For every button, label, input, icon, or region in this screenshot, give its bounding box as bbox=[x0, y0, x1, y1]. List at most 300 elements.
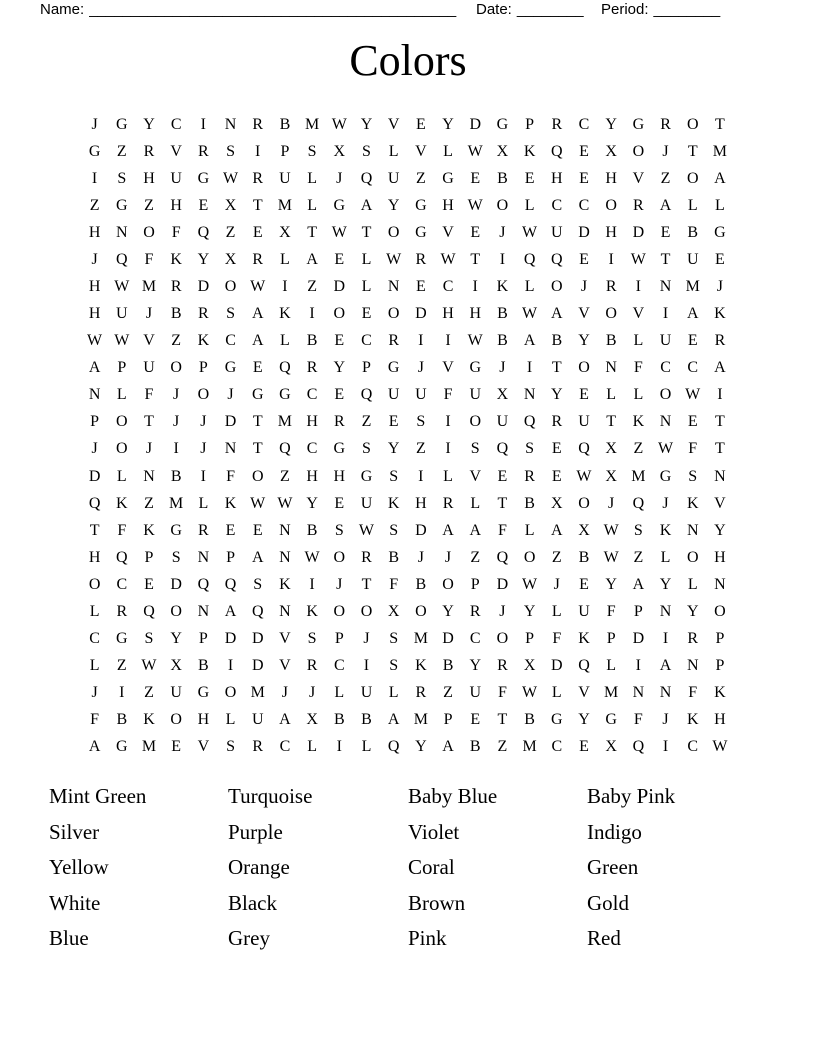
grid-letter: F bbox=[144, 250, 154, 268]
grid-letter: S bbox=[334, 521, 344, 539]
grid-letter: W bbox=[331, 115, 347, 133]
grid-letter: L bbox=[633, 386, 644, 404]
grid-letter: T bbox=[497, 711, 508, 729]
grid-letter: X bbox=[224, 250, 237, 268]
grid-letter: C bbox=[116, 575, 128, 593]
grid-letter: B bbox=[497, 169, 508, 187]
grid-letter: A bbox=[360, 196, 373, 214]
grid-letter: J bbox=[499, 602, 506, 620]
grid-letter: L bbox=[687, 575, 698, 593]
grid-letter: N bbox=[714, 575, 726, 593]
grid-letter: I bbox=[363, 657, 370, 675]
grid-letter: P bbox=[334, 630, 344, 648]
grid-letter: T bbox=[497, 494, 508, 512]
grid-letter: A bbox=[551, 305, 563, 323]
grid-letter: A bbox=[714, 169, 726, 187]
grid-letter: Q bbox=[197, 223, 210, 241]
grid-letter: G bbox=[360, 467, 373, 485]
grid-letter: P bbox=[90, 413, 100, 431]
grid-letter: L bbox=[524, 278, 535, 295]
grid-letter: V bbox=[279, 630, 291, 648]
grid-letter: C bbox=[170, 115, 182, 133]
grid-letter: W bbox=[712, 738, 728, 756]
grid-letter: L bbox=[225, 711, 236, 729]
grid-letter: U bbox=[143, 359, 155, 377]
grid-letter: J bbox=[227, 386, 234, 404]
grid-letter: Y bbox=[659, 575, 672, 593]
period-blank-line: ________ bbox=[653, 1, 721, 18]
grid-letter: E bbox=[198, 196, 209, 214]
grid-letter: R bbox=[497, 657, 508, 675]
grid-letter: I bbox=[336, 738, 342, 756]
grid-letter: P bbox=[117, 359, 127, 377]
grid-letter: L bbox=[307, 738, 317, 756]
grid-letter: F bbox=[389, 575, 399, 593]
grid-letter: P bbox=[280, 142, 290, 160]
grid-letter: E bbox=[361, 305, 372, 323]
grid-letter: T bbox=[687, 142, 698, 160]
grid-letter: Q bbox=[632, 494, 645, 512]
grid-letter: Y bbox=[551, 386, 563, 404]
grid-letter: H bbox=[442, 305, 454, 323]
grid-letter: K bbox=[116, 494, 128, 512]
grid-letter: U bbox=[360, 494, 373, 512]
grid-letter: L bbox=[551, 602, 562, 620]
grid-letter: O bbox=[632, 142, 645, 160]
grid-letter: I bbox=[635, 657, 641, 675]
grid-letter: D bbox=[333, 278, 346, 295]
grid-letter: F bbox=[226, 467, 235, 485]
grid-letter: Z bbox=[144, 494, 154, 512]
grid-letter: G bbox=[116, 196, 128, 214]
grid-letter: F bbox=[633, 359, 643, 377]
grid-letter: D bbox=[496, 575, 509, 593]
grid-letter: N bbox=[279, 521, 291, 539]
grid-letter: G bbox=[632, 115, 645, 133]
grid-letter: L bbox=[687, 196, 698, 214]
grid-letter: O bbox=[496, 630, 509, 648]
grid-letter: H bbox=[197, 711, 210, 729]
grid-letter: N bbox=[224, 115, 237, 133]
grid-letter: C bbox=[361, 332, 372, 350]
grid-letter: F bbox=[688, 684, 698, 702]
word-list-item: Indigo bbox=[587, 819, 642, 844]
word-list-item: Turquoise bbox=[228, 784, 313, 808]
grid-letter: H bbox=[714, 711, 726, 729]
grid-letter: P bbox=[715, 657, 725, 675]
grid-letter: J bbox=[363, 630, 370, 648]
grid-letter: K bbox=[632, 413, 645, 431]
grid-letter: E bbox=[252, 359, 263, 377]
grid-letter: Y bbox=[170, 630, 182, 648]
grid-letter: Q bbox=[279, 359, 291, 377]
grid-letter: Y bbox=[197, 250, 210, 268]
grid-letter: Y bbox=[523, 602, 536, 620]
grid-letter: V bbox=[578, 305, 590, 323]
grid-letter: K bbox=[415, 657, 427, 675]
grid-letter: B bbox=[524, 711, 535, 729]
grid-letter: S bbox=[389, 521, 399, 539]
grid-letter: H bbox=[88, 223, 101, 241]
grid-letter: J bbox=[145, 305, 153, 323]
word-list-column-4 bbox=[587, 779, 675, 957]
grid-letter: I bbox=[662, 738, 669, 756]
grid-letter: R bbox=[306, 657, 318, 675]
grid-letter: H bbox=[605, 169, 617, 187]
grid-letter: O bbox=[686, 115, 699, 133]
grid-letter: M bbox=[631, 467, 646, 485]
grid-letter: W bbox=[522, 305, 538, 323]
grid-letter: P bbox=[198, 359, 208, 377]
grid-letter: W bbox=[222, 169, 239, 187]
grid-letter: J bbox=[91, 440, 98, 458]
grid-letter: L bbox=[116, 386, 127, 404]
grid-letter: V bbox=[578, 684, 590, 702]
grid-letter: L bbox=[280, 250, 290, 268]
word-list-column-2 bbox=[228, 779, 312, 957]
grid-letter: U bbox=[469, 386, 481, 404]
grid-letter: C bbox=[306, 386, 318, 404]
grid-letter: E bbox=[579, 738, 589, 756]
grid-letter: O bbox=[224, 684, 237, 702]
grid-letter: W bbox=[630, 250, 646, 268]
grid-letter: J bbox=[281, 684, 289, 702]
grid-letter: D bbox=[197, 278, 210, 295]
grid-letter: K bbox=[578, 630, 590, 648]
grid-letter: R bbox=[143, 142, 155, 160]
grid-letter: S bbox=[362, 440, 371, 458]
grid-letter: K bbox=[224, 494, 237, 512]
grid-letter: E bbox=[551, 440, 562, 458]
grid-letter: H bbox=[333, 467, 346, 485]
grid-letter: W bbox=[358, 521, 375, 539]
grid-letter: Q bbox=[551, 142, 563, 160]
grid-letter: R bbox=[469, 602, 481, 620]
grid-letter: Y bbox=[387, 440, 400, 458]
grid-letter: C bbox=[469, 630, 481, 648]
grid-letter: U bbox=[686, 250, 699, 268]
grid-letter: F bbox=[171, 223, 181, 241]
grid-letter: D bbox=[224, 413, 237, 431]
grid-letter: N bbox=[659, 602, 672, 620]
grid-letter: T bbox=[470, 250, 481, 268]
grid-letter: A bbox=[659, 196, 672, 214]
grid-letter: A bbox=[387, 711, 400, 729]
grid-letter: R bbox=[660, 115, 671, 133]
grid-letter: O bbox=[143, 223, 155, 241]
grid-letter: O bbox=[578, 494, 590, 512]
grid-letter: E bbox=[715, 250, 725, 268]
grid-letter: A bbox=[632, 575, 645, 593]
grid-letter: G bbox=[551, 711, 563, 729]
grid-letter: J bbox=[553, 575, 560, 593]
grid-letter: E bbox=[579, 575, 589, 593]
grid-letter: Y bbox=[333, 359, 346, 377]
grid-letter: Z bbox=[497, 738, 508, 756]
grid-letter: J bbox=[417, 548, 424, 566]
period-label: Period: bbox=[601, 1, 649, 18]
grid-letter: E bbox=[252, 223, 263, 241]
grid-letter: A bbox=[551, 521, 563, 539]
grid-letter: R bbox=[633, 196, 644, 214]
grid-letter: M bbox=[169, 494, 184, 512]
grid-letter: Y bbox=[387, 196, 400, 214]
grid-letter: V bbox=[387, 115, 400, 133]
grid-letter: R bbox=[198, 305, 209, 323]
grid-letter: G bbox=[415, 196, 427, 214]
grid-letter: S bbox=[117, 169, 127, 187]
grid-letter: G bbox=[659, 467, 672, 485]
grid-letter: S bbox=[389, 630, 399, 648]
grid-letter: F bbox=[606, 602, 616, 620]
word-list-item: Orange bbox=[228, 855, 290, 880]
grid-letter: Z bbox=[633, 440, 644, 458]
grid-letter: G bbox=[333, 440, 346, 458]
grid-letter: M bbox=[277, 196, 293, 214]
grid-letter: K bbox=[523, 142, 536, 160]
grid-letter: L bbox=[116, 467, 127, 485]
grid-letter: P bbox=[226, 548, 235, 566]
grid-letter: V bbox=[442, 223, 454, 241]
grid-letter: Y bbox=[442, 115, 454, 133]
grid-letter: I bbox=[499, 250, 506, 268]
grid-letter: S bbox=[416, 413, 426, 431]
grid-letter: A bbox=[251, 305, 264, 323]
word-list-item: Yellow bbox=[49, 855, 109, 880]
grid-letter: A bbox=[442, 738, 454, 756]
grid-letter: I bbox=[255, 142, 261, 160]
grid-letter: K bbox=[659, 521, 672, 539]
word-list-item: Silver bbox=[49, 819, 100, 844]
grid-letter: J bbox=[145, 440, 153, 458]
letter-grid bbox=[81, 111, 734, 761]
grid-letter: R bbox=[361, 548, 372, 566]
grid-letter: P bbox=[362, 359, 371, 377]
grid-letter: S bbox=[307, 630, 317, 648]
grid-letter: J bbox=[91, 684, 98, 702]
grid-letter: E bbox=[579, 386, 589, 404]
grid-letter: J bbox=[662, 711, 669, 729]
grid-letter: E bbox=[171, 738, 182, 756]
grid-letter: P bbox=[443, 711, 453, 729]
grid-letter: N bbox=[387, 278, 400, 295]
grid-letter: G bbox=[605, 711, 617, 729]
grid-letter: X bbox=[605, 467, 617, 485]
grid-letter: D bbox=[632, 630, 645, 648]
grid-letter: T bbox=[660, 250, 671, 268]
grid-letter: Q bbox=[251, 602, 264, 620]
grid-letter: D bbox=[88, 467, 101, 485]
grid-letter: D bbox=[224, 630, 237, 648]
grid-letter: N bbox=[659, 278, 672, 295]
date-field bbox=[476, 1, 584, 18]
grid-letter: G bbox=[387, 359, 400, 377]
grid-letter: M bbox=[413, 630, 428, 648]
grid-letter: L bbox=[470, 494, 481, 512]
grid-letter: Z bbox=[551, 548, 562, 566]
grid-letter: A bbox=[659, 657, 672, 675]
grid-letter: E bbox=[524, 169, 535, 187]
grid-letter: U bbox=[496, 413, 509, 431]
grid-letter: D bbox=[170, 575, 182, 593]
grid-letter: E bbox=[660, 223, 671, 241]
period-field bbox=[601, 1, 720, 18]
grid-letter: A bbox=[686, 305, 699, 323]
grid-letter: P bbox=[606, 630, 616, 648]
grid-letter: U bbox=[415, 386, 427, 404]
page-title: Colors bbox=[349, 36, 467, 85]
grid-letter: T bbox=[715, 440, 725, 458]
word-list-item: White bbox=[49, 890, 101, 915]
grid-letter: F bbox=[497, 684, 507, 702]
grid-letter: G bbox=[469, 359, 481, 377]
grid-letter: B bbox=[442, 657, 454, 675]
grid-letter: R bbox=[551, 413, 563, 431]
grid-letter: F bbox=[117, 521, 127, 539]
grid-letter: T bbox=[715, 413, 725, 431]
grid-letter: S bbox=[688, 467, 698, 485]
grid-letter: C bbox=[225, 332, 236, 350]
grid-letter: H bbox=[170, 196, 182, 214]
grid-letter: O bbox=[116, 413, 128, 431]
grid-letter: E bbox=[252, 521, 263, 539]
grid-letter: K bbox=[170, 250, 182, 268]
grid-letter: O bbox=[197, 386, 210, 404]
grid-letter: I bbox=[526, 359, 533, 377]
grid-letter: O bbox=[605, 196, 617, 214]
grid-letter: L bbox=[606, 386, 617, 404]
word-list-item: Gold bbox=[587, 890, 629, 915]
name-blank-line: ____________________________________________ bbox=[89, 1, 457, 18]
grid-letter: A bbox=[88, 738, 101, 756]
grid-letter: G bbox=[88, 142, 101, 160]
grid-letter: R bbox=[198, 521, 209, 539]
grid-letter: Q bbox=[551, 250, 563, 268]
grid-letter: Q bbox=[523, 250, 536, 268]
grid-letter: N bbox=[686, 521, 699, 539]
grid-letter: W bbox=[467, 332, 483, 350]
name-label: Name: bbox=[40, 1, 85, 18]
grid-letter: T bbox=[715, 115, 725, 133]
grid-letter: A bbox=[714, 359, 726, 377]
grid-letter: H bbox=[415, 494, 427, 512]
grid-letter: W bbox=[331, 223, 347, 241]
grid-letter: E bbox=[470, 223, 481, 241]
grid-letter: O bbox=[551, 278, 563, 295]
grid-letter: W bbox=[114, 332, 130, 350]
grid-letter: O bbox=[116, 440, 128, 458]
grid-letter: O bbox=[170, 602, 182, 620]
grid-letter: Y bbox=[469, 657, 481, 675]
grid-letter: Y bbox=[686, 602, 699, 620]
grid-letter: H bbox=[469, 305, 481, 323]
grid-letter: B bbox=[170, 467, 182, 485]
grid-letter: T bbox=[551, 359, 562, 377]
grid-letter: Q bbox=[360, 386, 373, 404]
grid-letter: L bbox=[660, 548, 671, 566]
grid-letter: U bbox=[360, 684, 373, 702]
grid-letter: Y bbox=[714, 521, 726, 539]
grid-letter: F bbox=[497, 521, 507, 539]
grid-letter: N bbox=[116, 223, 128, 241]
grid-letter: Q bbox=[523, 413, 536, 431]
grid-letter: L bbox=[361, 250, 372, 268]
grid-letter: R bbox=[687, 630, 699, 648]
grid-letter: Y bbox=[143, 115, 155, 133]
grid-letter: S bbox=[307, 142, 317, 160]
grid-letter: H bbox=[714, 548, 726, 566]
grid-letter: N bbox=[523, 386, 536, 404]
grid-letter: D bbox=[251, 630, 264, 648]
grid-letter: D bbox=[469, 115, 481, 133]
grid-letter: F bbox=[90, 711, 100, 729]
grid-letter: S bbox=[253, 575, 263, 593]
grid-letter: Q bbox=[116, 250, 128, 268]
grid-letter: W bbox=[685, 386, 701, 404]
grid-letter: L bbox=[443, 467, 453, 485]
grid-letter: W bbox=[304, 548, 320, 566]
grid-letter: A bbox=[88, 359, 101, 377]
grid-letter: X bbox=[224, 196, 237, 214]
grid-letter: K bbox=[143, 711, 155, 729]
grid-letter: E bbox=[334, 494, 345, 512]
grid-letter: B bbox=[388, 548, 399, 566]
grid-letter: O bbox=[415, 602, 427, 620]
grid-letter: J bbox=[417, 359, 424, 377]
grid-letter: I bbox=[418, 467, 424, 485]
grid-letter: I bbox=[445, 440, 451, 458]
grid-letter: U bbox=[551, 223, 563, 241]
grid-letter: W bbox=[467, 142, 483, 160]
grid-letter: N bbox=[686, 657, 699, 675]
grid-letter: I bbox=[200, 467, 206, 485]
grid-letter: K bbox=[279, 305, 291, 323]
grid-letter: M bbox=[250, 684, 265, 702]
grid-letter: Y bbox=[442, 602, 454, 620]
grid-letter: J bbox=[716, 278, 724, 295]
grid-letter: P bbox=[525, 115, 535, 133]
grid-letter: Q bbox=[197, 575, 210, 593]
grid-letter: Y bbox=[605, 115, 617, 133]
grid-letter: G bbox=[442, 169, 454, 187]
grid-letter: Z bbox=[280, 467, 290, 485]
grid-letter: W bbox=[576, 467, 592, 485]
word-list-item: Black bbox=[228, 890, 277, 915]
grid-letter: X bbox=[306, 711, 318, 729]
grid-letter: X bbox=[496, 386, 509, 404]
grid-letter: K bbox=[197, 332, 210, 350]
grid-letter: O bbox=[360, 602, 373, 620]
grid-letter: A bbox=[251, 548, 264, 566]
grid-letter: Z bbox=[171, 332, 182, 350]
grid-letter: E bbox=[470, 169, 481, 187]
grid-letter: A bbox=[279, 711, 291, 729]
grid-letter: L bbox=[198, 494, 209, 512]
grid-letter: B bbox=[551, 332, 563, 350]
grid-letter: C bbox=[687, 738, 699, 756]
grid-letter: O bbox=[442, 575, 454, 593]
grid-letter: I bbox=[173, 440, 179, 458]
grid-letter: B bbox=[687, 223, 699, 241]
word-list-item: Violet bbox=[408, 819, 460, 844]
grid-letter: H bbox=[306, 467, 318, 485]
grid-letter: O bbox=[714, 602, 726, 620]
grid-letter: A bbox=[224, 602, 237, 620]
grid-letter: A bbox=[442, 521, 454, 539]
grid-letter: S bbox=[389, 657, 399, 675]
grid-letter: O bbox=[578, 359, 590, 377]
grid-letter: G bbox=[714, 223, 726, 241]
